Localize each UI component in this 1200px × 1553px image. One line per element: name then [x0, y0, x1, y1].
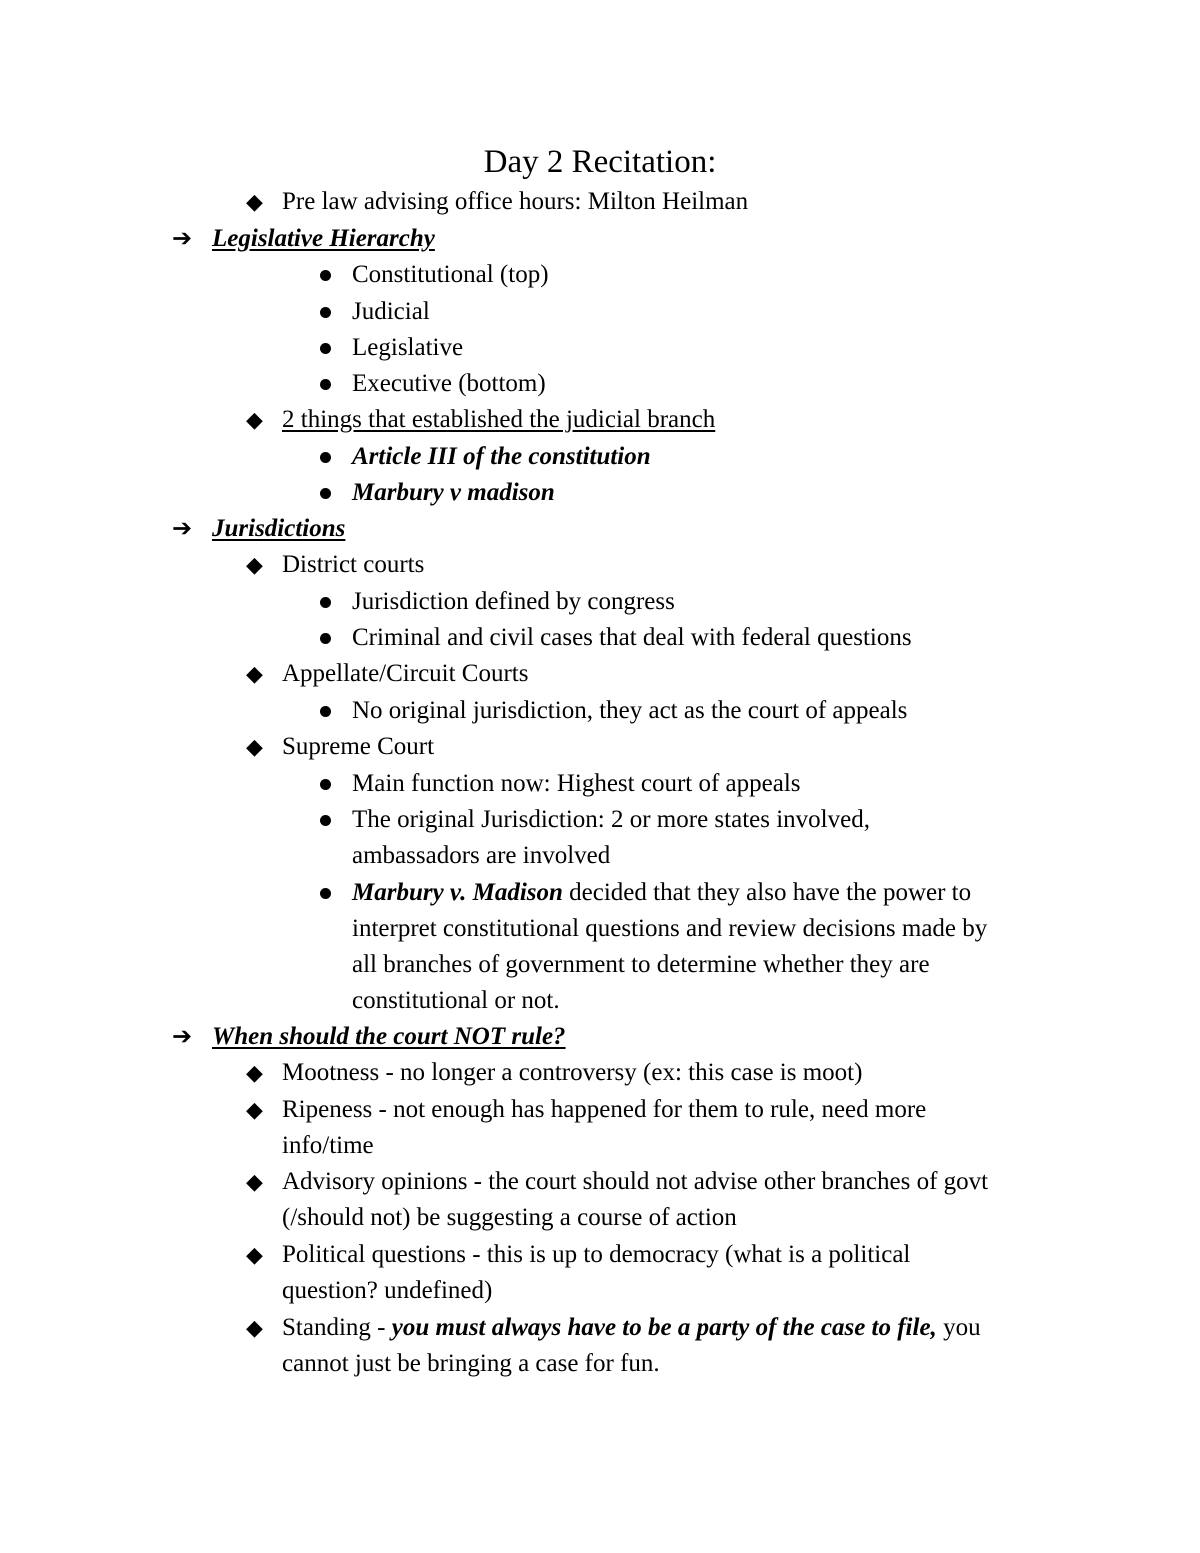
diamond-bullet-icon: ◆: [246, 1242, 263, 1267]
office-hours-item: Pre law advising office hours: Milton Heilman: [282, 188, 749, 215]
list-item: Criminal and civil cases that deal with federal questions: [352, 624, 912, 651]
list-item: [352, 876, 971, 910]
list-item: Constitutional (top): [352, 261, 549, 288]
list-item: No original jurisdiction, they act as the court of appeals: [352, 697, 908, 724]
list-item-continuation: interpret constitutional questions and review decisions made by: [352, 915, 988, 942]
list-item-continuation: (/should not) be suggesting a course of action: [282, 1204, 737, 1231]
bullet-dot-icon: [320, 815, 331, 826]
list-item: Main function now: Highest court of appeals: [352, 770, 801, 797]
list-item: [282, 1311, 981, 1345]
bullet-dot-icon: [320, 270, 331, 281]
list-item: District courts: [282, 551, 425, 578]
list-item-continuation: info/time: [282, 1132, 374, 1159]
list-item-continuation: constitutional or not.: [352, 987, 560, 1014]
item-text: Standing -: [282, 1314, 392, 1341]
diamond-bullet-icon: ◆: [246, 189, 263, 214]
section-heading-jurisdictions: Jurisdictions: [212, 515, 346, 542]
item-text: you: [936, 1314, 981, 1341]
bullet-dot-icon: [320, 706, 331, 717]
bullet-dot-icon: [320, 888, 331, 899]
diamond-bullet-icon: ◆: [246, 661, 263, 686]
list-item: Advisory opinions - the court should not advise other branches of govt: [282, 1168, 989, 1195]
list-item: Appellate/Circuit Courts: [282, 660, 529, 687]
list-item: Article III of the constitution: [352, 443, 651, 470]
diamond-bullet-icon: ◆: [246, 407, 263, 432]
case-name: Marbury v. Madison: [352, 879, 563, 906]
bullet-dot-icon: [320, 488, 331, 499]
list-item: Supreme Court: [282, 733, 435, 760]
section-heading-when-not-rule: When should the court NOT rule?: [212, 1023, 566, 1050]
diamond-bullet-icon: ◆: [246, 1060, 263, 1085]
list-item-continuation: question? undefined): [282, 1277, 493, 1304]
diamond-bullet-icon: ◆: [246, 552, 263, 577]
bullet-dot-icon: [320, 452, 331, 463]
list-item: Political questions - this is up to democracy (what is a political: [282, 1241, 911, 1268]
list-item: Jurisdiction defined by congress: [352, 588, 675, 615]
list-item-continuation: cannot just be bringing a case for fun.: [282, 1350, 660, 1377]
list-item: 2 things that established the judicial branch: [282, 406, 716, 433]
list-item: Judicial: [352, 298, 430, 325]
page-title: Day 2 Recitation:: [483, 144, 717, 180]
emphasis-text: you must always have to be a party of the case to file,: [391, 1314, 937, 1341]
bullet-dot-icon: [320, 307, 331, 318]
list-item: Mootness - no longer a controversy (ex: this case is moot): [282, 1059, 863, 1086]
diamond-bullet-icon: ◆: [246, 734, 263, 759]
bullet-dot-icon: [320, 633, 331, 644]
right-arrow-icon: ➔: [172, 1024, 193, 1050]
list-item: The original Jurisdiction: 2 or more states involved,: [352, 806, 870, 833]
item-text: decided that they also have the power to: [562, 879, 972, 906]
right-arrow-icon: ➔: [172, 516, 193, 542]
list-item: Legislative: [352, 334, 464, 361]
bullet-dot-icon: [320, 779, 331, 790]
bullet-dot-icon: [320, 379, 331, 390]
bullet-dot-icon: [320, 343, 331, 354]
diamond-bullet-icon: ◆: [246, 1097, 263, 1122]
list-item: Executive (bottom): [352, 370, 546, 397]
bullet-dot-icon: [320, 597, 331, 608]
section-heading-legislative-hierarchy: Legislative Hierarchy: [212, 225, 435, 252]
diamond-bullet-icon: ◆: [246, 1315, 263, 1340]
diamond-bullet-icon: ◆: [246, 1169, 263, 1194]
list-item: Ripeness - not enough has happened for them to rule, need more: [282, 1096, 927, 1123]
right-arrow-icon: ➔: [172, 226, 193, 252]
list-item-continuation: all branches of government to determine whether they are: [352, 951, 930, 978]
list-item: Marbury v madison: [352, 479, 555, 506]
list-item-continuation: ambassadors are involved: [352, 842, 611, 869]
